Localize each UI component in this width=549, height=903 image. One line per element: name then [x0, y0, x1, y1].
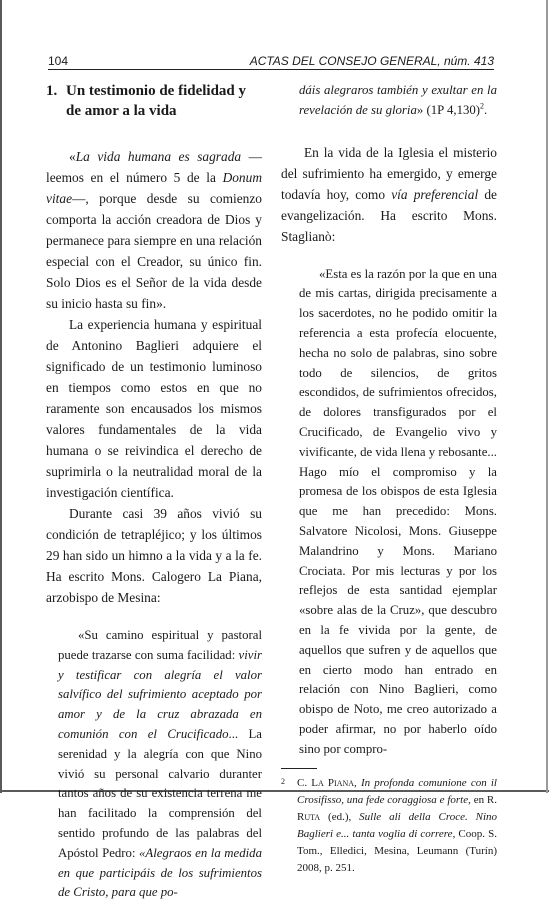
scan-border-right	[546, 0, 548, 793]
fn-title-2: Sulle ali della Croce. Nino Baglieri e... tanta voglia di correre	[297, 810, 498, 840]
fn-editor: Ruta	[297, 810, 321, 823]
page-number: 104	[48, 54, 69, 68]
footnote-reference: 2	[480, 101, 485, 111]
p1-open-quote: «	[69, 149, 76, 164]
p1-donum-vitae: Donum vitae	[46, 170, 262, 206]
fn-i: , Coop. S. Tom., Elledici, Mesina, Leumann (Turín) 2008, p. 251.	[297, 827, 497, 874]
footnote	[281, 775, 497, 877]
quote1-cont-ref: » (1P 4,130)	[416, 102, 481, 117]
fn-title-1: In profonda comunione con il Crosifisso, una fede coraggiosa e forte	[297, 776, 497, 806]
quote1-italic-b: «Alegraos en la medida en que participáis de los sufrimientos de Cristo, para que po-	[58, 845, 262, 900]
quote1-italic-a: vivir y testificar con alegría el valor salvífico del sufrimiento aceptado por amor y de la cruz abrazada en comunión con el Crucificado	[58, 647, 262, 741]
p1-text-a: —leemos en el número 5 de la	[46, 149, 262, 185]
paragraph-1	[46, 146, 262, 314]
quote1-cont-italic: dáis alegraros también y exultar en la revelación de su gloria	[299, 83, 497, 117]
paragraph-2: La experiencia humana y espiritual de Antonino Baglieri adquiere el significado de un testimonio luminoso en tiempos como estos en que no raramente son encausados los mismos valores fundamentales de la vida humana o se reivindica el derecho de suprimirla o la neutralidad moral de la investigación científica.	[46, 317, 262, 500]
quote1-text-a: «Su camino espiritual y pastoral puede trazarse con suma facilidad:	[58, 628, 262, 662]
left-column	[46, 81, 262, 903]
page-header	[48, 50, 494, 68]
paragraph-3: Durante casi 39 años vivió su condición de tetrapléjico; y los últimos 29 han sido un himno a la vida y a la fe. Ha escrito Mons. Calogero La Piana, arzobispo de Mesina:	[46, 506, 262, 605]
scan-border-left	[0, 0, 2, 793]
block-quote-2: «Esta es la razón por la que en una de mis cartas, dirigida precisamente a los sacerdotes, no he podido omitir la referencia a esta profecía elocuente, hecha no solo de palabras, sino sobre todo de silencios, de gritos escondidos, de sufrimientos ofrecidos, de dolores transfigurados por el Crucificado, de Evangelio vivo y vivificante, de vida llena y rebosante... Hago mío el compromiso y la promesa de los obispos de esta Iglesia que me han precedido: Mons. Salvatore Nicolosi, Mons. Giuseppe Malandrino y Mons. Mariano Crociata. Por mis lecturas y por los reflejos de esta santidad ejemplar «sobre alas de la Cruz», que descubro en la fe vivida por la gente, de aquellos que sufren y de aquellos que en cierto modo han entrado en relación con Nino Baglieri, como obispo de Noto, me creo autorizado a poder afirmar, no por haberlo oído sino por compro-	[299, 266, 497, 756]
section-heading	[46, 81, 262, 121]
p4-text-a: En la vida de la Iglesia el misterio del sufrimiento ha emergido, y emerge todavía hoy, como	[281, 144, 497, 202]
fn-author: La Piana	[311, 776, 355, 789]
quote1-text-b: ... La serenidad y la alegría con que Nino vivió su personal calvario duranter tantos años de su existencia terrena me han facilitado la comprensión del sentido profundo de las palabras del Apóstol Pedro:	[58, 726, 262, 860]
footnote-rule	[281, 768, 317, 769]
block-quote-1	[58, 626, 262, 903]
section-title: Un testimonio de fidelidad y de amor a la vida	[66, 83, 247, 119]
block-quote-1-continued	[299, 81, 497, 121]
quote1-cont-end: .	[484, 102, 488, 117]
fn-c: ,	[354, 776, 361, 789]
footnote-mark: 2	[281, 776, 285, 786]
fn-e: , en R.	[468, 793, 497, 806]
p4-italic: vía preferencial	[391, 186, 479, 202]
running-title: ACTAS DEL CONSEJO GENERAL, núm. 413	[249, 54, 494, 68]
p1-italic-phrase: La vida humana es sagrada	[75, 149, 242, 164]
fn-g: (ed.),	[320, 810, 360, 823]
p4-text-b: de evangelización. Ha escrito Mons. Staglianò:	[281, 186, 497, 244]
paragraph-4	[281, 142, 497, 247]
header-rule	[48, 69, 494, 70]
p1-text-b: —, porque desde su comienzo comporta la acción creadora de Dios y permanece para siempre en una relación especial con el Creador, su único fin. Solo Dios es el Señor de la vida desde su inicio hasta su fin».	[46, 191, 262, 311]
section-number: 1.	[46, 83, 58, 99]
fn-a: C.	[297, 776, 312, 789]
right-column	[281, 81, 497, 877]
